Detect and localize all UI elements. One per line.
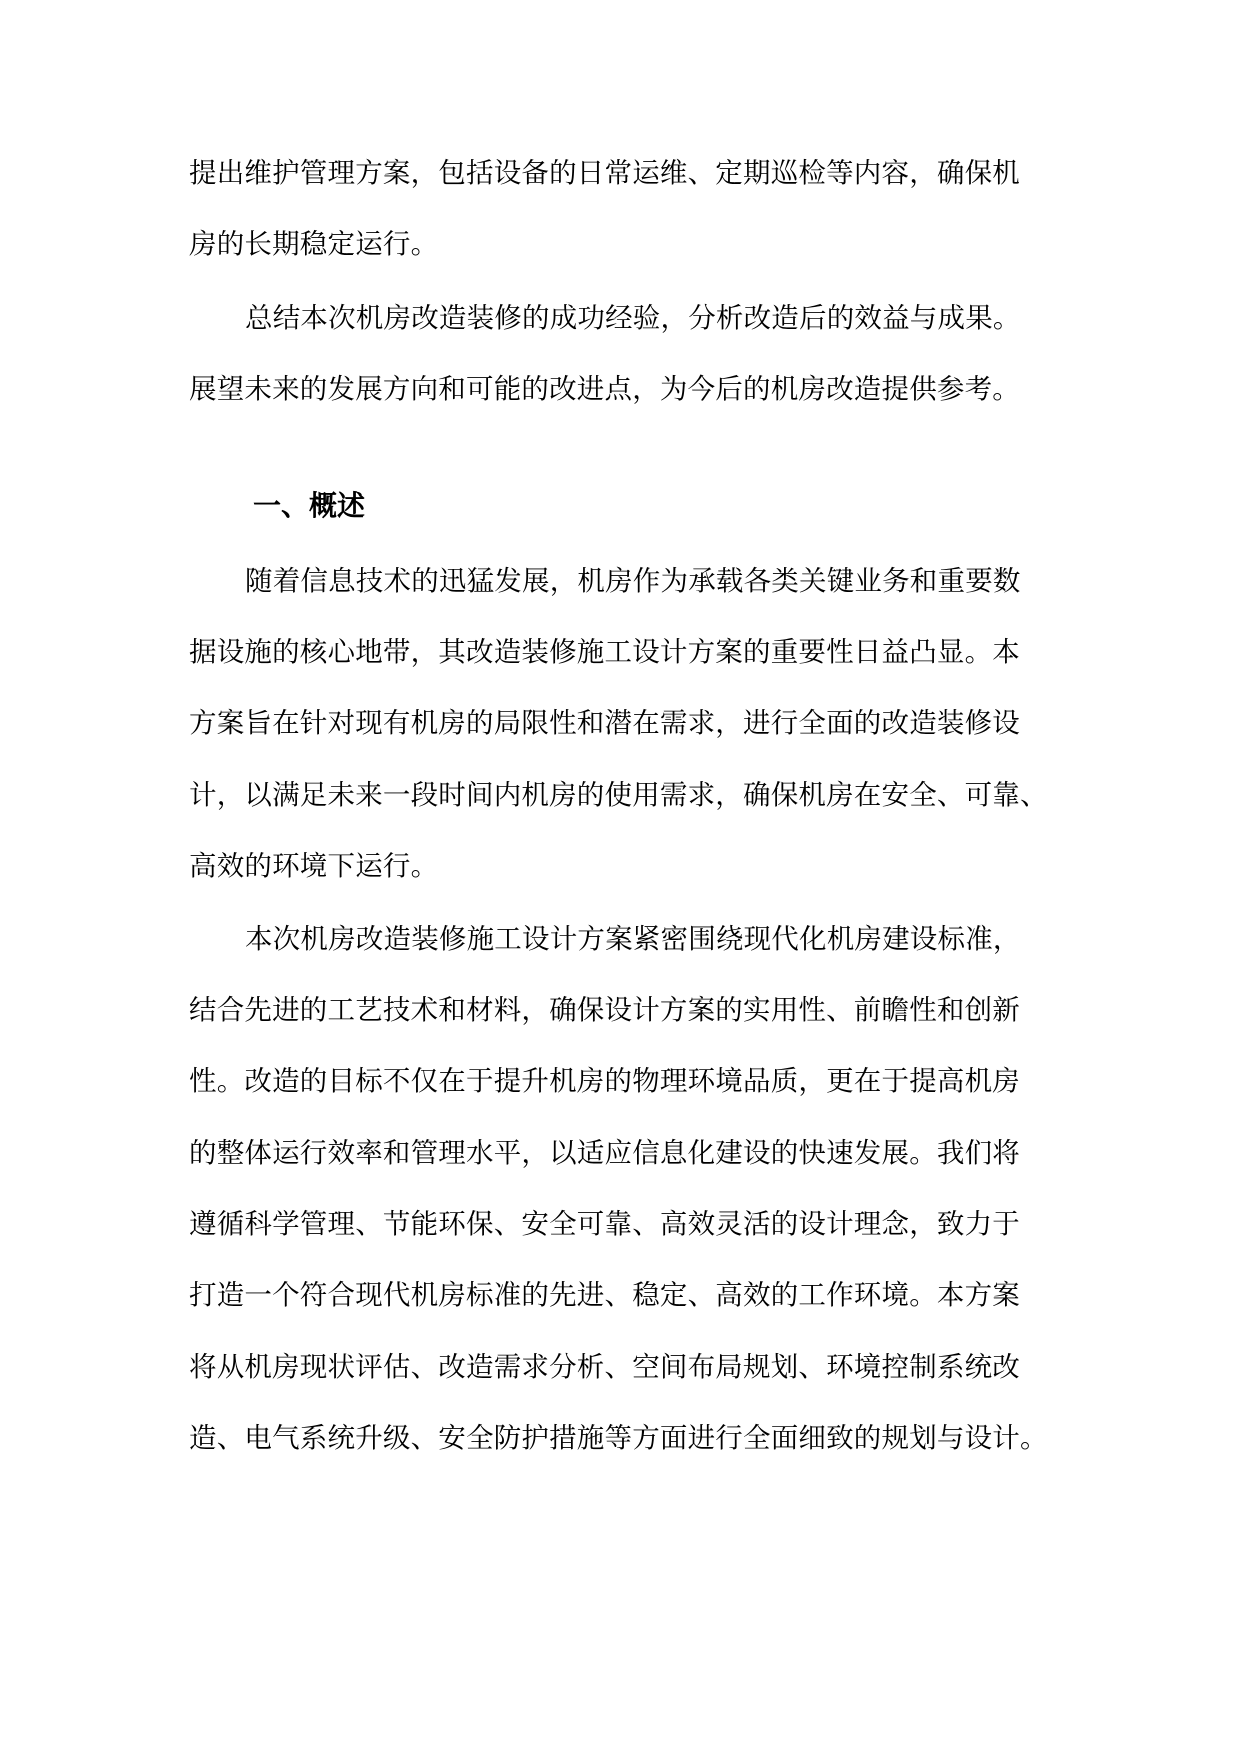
text-line: 随着信息技术的迅猛发展，机房作为承载各类关键业务和重要数 [245, 565, 1021, 597]
section-heading: 一、概述 [253, 489, 366, 522]
text-line: 高效的环境下运行。 [189, 850, 439, 882]
text-line: 打造一个符合现代机房标准的先进、稳定、高效的工作环境。本方案 [189, 1279, 1020, 1311]
text-line: 结合先进的工艺技术和材料，确保设计方案的实用性、前瞻性和创新 [189, 994, 1020, 1026]
text-line: 遵循科学管理、节能环保、安全可靠、高效灵活的设计理念，致力于 [189, 1208, 1020, 1240]
text-line: 提出维护管理方案，包括设备的日常运维、定期巡检等内容，确保机 [189, 157, 1020, 189]
text-line: 总结本次机房改造装修的成功经验，分析改造后的效益与成果。 [245, 302, 1021, 334]
text-line: 将从机房现状评估、改造需求分析、空间布局规划、环境控制系统改 [189, 1351, 1020, 1383]
text-line: 造、电气系统升级、安全防护措施等方面进行全面细致的规划与设计。 [189, 1422, 1048, 1454]
text-line: 的整体运行效率和管理水平，以适应信息化建设的快速发展。我们将 [189, 1137, 1020, 1169]
text-line: 房的长期稳定运行。 [189, 228, 439, 260]
text-line: 展望未来的发展方向和可能的改进点，为今后的机房改造提供参考。 [189, 373, 1020, 405]
text-line: 性。改造的目标不仅在于提升机房的物理环境品质，更在于提高机房 [189, 1065, 1020, 1097]
text-line: 计，以满足未来一段时间内机房的使用需求，确保机房在安全、可靠、 [189, 779, 1048, 811]
text-line: 方案旨在针对现有机房的局限性和潜在需求，进行全面的改造装修设 [189, 707, 1020, 739]
text-line: 据设施的核心地带，其改造装修施工设计方案的重要性日益凸显。本 [189, 636, 1020, 668]
text-line: 本次机房改造装修施工设计方案紧密围绕现代化机房建设标准， [245, 923, 1021, 955]
